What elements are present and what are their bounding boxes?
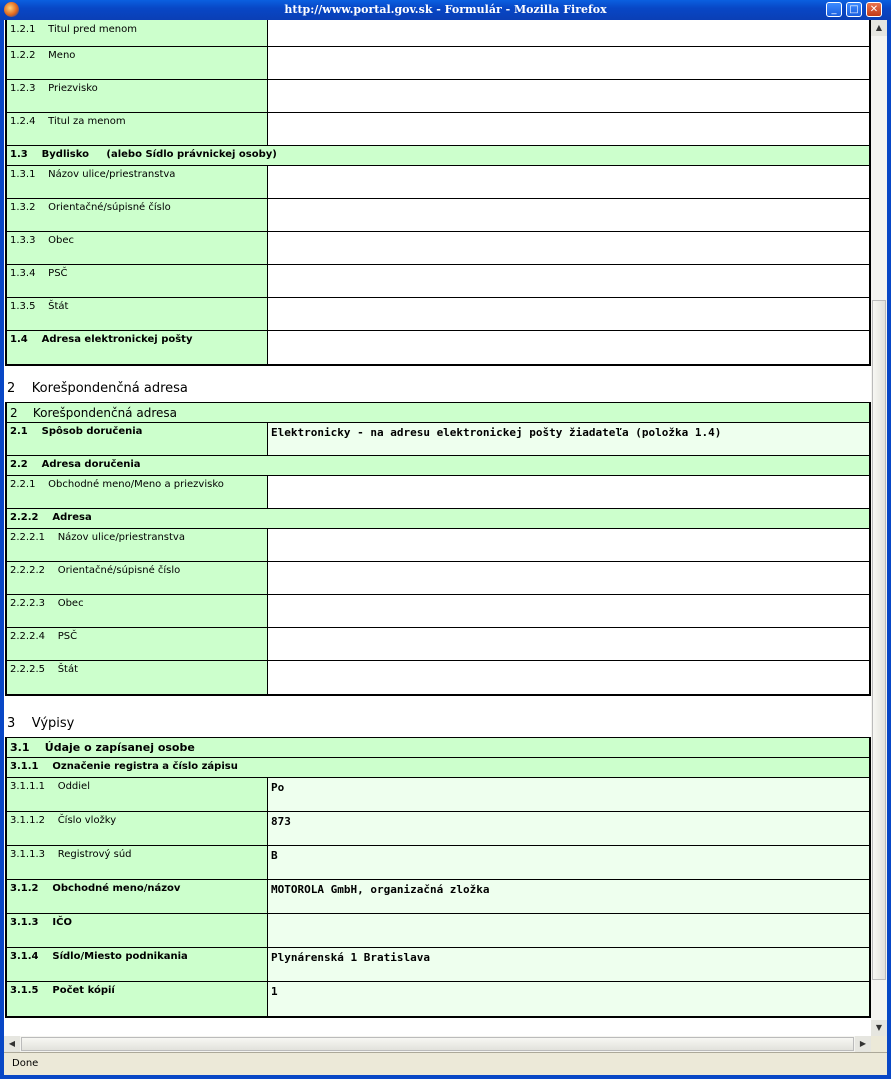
table-row <box>7 914 869 948</box>
table-row <box>7 948 869 982</box>
business-name-input[interactable] <box>268 476 869 508</box>
table-row <box>7 738 869 758</box>
form-table-part3 <box>5 737 871 1018</box>
table-row <box>7 880 869 914</box>
form-table-part2 <box>5 402 871 696</box>
field-label: 2.2.2.3 Obec <box>7 595 268 627</box>
field-label: 2.2.2.1 Názov ulice/priestranstva <box>7 529 268 561</box>
horizontal-scrollbar[interactable] <box>4 1036 871 1052</box>
close-button[interactable]: ✕ <box>866 2 882 17</box>
first-name-input[interactable] <box>268 47 869 79</box>
table-row <box>7 331 869 364</box>
table-row <box>7 47 869 80</box>
field-label: 3.1.3 IČO <box>7 914 268 947</box>
section-header: 2.2.2 Adresa <box>7 509 869 528</box>
form-table-part1 <box>5 20 871 366</box>
table-row <box>7 298 869 331</box>
field-label: 1.2.2 Meno <box>7 47 268 79</box>
minimize-button[interactable]: _ <box>826 2 842 17</box>
table-row <box>7 661 869 694</box>
table-row <box>7 113 869 146</box>
table-row <box>7 20 869 47</box>
registry-court-value[interactable]: B <box>268 846 869 879</box>
table-row <box>7 812 869 846</box>
table-row <box>7 778 869 812</box>
email-input[interactable] <box>268 331 869 364</box>
field-label: 3.1.4 Sídlo/Miesto podnikania <box>7 948 268 981</box>
table-row <box>7 982 869 1016</box>
status-text: Done <box>12 1058 39 1069</box>
field-label: 2.1 Spôsob doručenia <box>7 423 268 455</box>
field-label: 2.2.2.5 Štát <box>7 661 268 694</box>
section-header: 1.3 Bydlisko (alebo Sídlo právnickej osoby) <box>7 146 869 165</box>
table-row <box>7 595 869 628</box>
table-row <box>7 199 869 232</box>
field-label: 1.4 Adresa elektronickej pošty <box>7 331 268 364</box>
table-row <box>7 476 869 509</box>
table-row <box>7 529 869 562</box>
street-input[interactable] <box>268 166 869 198</box>
delivery-method-value[interactable]: Elektronicky - na adresu elektronickej pošty žiadateľa (položka 1.4) <box>268 423 869 455</box>
field-label: 1.2.4 Titul za menom <box>7 113 268 145</box>
section-title: 3 Výpisy <box>7 716 75 731</box>
table-row <box>7 423 869 456</box>
field-label: 3.1.2 Obchodné meno/názov <box>7 880 268 913</box>
field-label: 1.3.5 Štát <box>7 298 268 330</box>
house-number-input[interactable] <box>268 199 869 231</box>
insert-number-value[interactable]: 873 <box>268 812 869 845</box>
field-label: 1.3.4 PSČ <box>7 265 268 297</box>
vertical-scroll-thumb[interactable] <box>872 300 886 980</box>
table-row <box>7 758 869 778</box>
field-label: 1.2.1 Titul pred menom <box>7 20 268 46</box>
section-title: 2 Korešpondenčná adresa <box>7 381 188 396</box>
window-titlebar <box>0 0 891 21</box>
field-label: 1.3.2 Orientačné/súpisné číslo <box>7 199 268 231</box>
scroll-right-arrow-icon[interactable]: ▶ <box>855 1036 871 1052</box>
table-row <box>7 403 869 423</box>
copies-count-value[interactable]: 1 <box>268 982 869 1016</box>
field-label: 2.2.1 Obchodné meno/Meno a priezvisko <box>7 476 268 508</box>
section-header: 3.1.1 Označenie registra a číslo zápisu <box>7 758 869 777</box>
field-label: 3.1.5 Počet kópií <box>7 982 268 1016</box>
city-input[interactable] <box>268 232 869 264</box>
delivery-city-input[interactable] <box>268 595 869 627</box>
window-frame-bottom <box>0 1075 891 1079</box>
table-title: 2 Korešpondenčná adresa <box>7 403 869 422</box>
delivery-country-input[interactable] <box>268 661 869 694</box>
field-label: 1.2.3 Priezvisko <box>7 80 268 112</box>
ico-value[interactable] <box>268 914 869 947</box>
table-row <box>7 846 869 880</box>
seat-value[interactable]: Plynárenská 1 Bratislava <box>268 948 869 981</box>
window-title: http://www.portal.gov.sk - Formulár - Mozilla Firefox <box>284 3 607 16</box>
country-input[interactable] <box>268 298 869 330</box>
table-row <box>7 146 869 166</box>
scroll-down-arrow-icon[interactable]: ▼ <box>871 1020 887 1036</box>
company-name-value[interactable]: MOTOROLA GmbH, organizačná zložka <box>268 880 869 913</box>
table-row <box>7 232 869 265</box>
table-row <box>7 562 869 595</box>
table-row <box>7 166 869 199</box>
horizontal-scroll-thumb[interactable] <box>21 1037 854 1051</box>
page-content <box>4 20 871 1036</box>
vertical-scrollbar[interactable] <box>871 20 887 1036</box>
status-bar <box>4 1052 887 1076</box>
delivery-postal-code-input[interactable] <box>268 628 869 660</box>
title-before-name-input[interactable] <box>268 20 869 46</box>
window-frame-right <box>887 20 891 1079</box>
field-label: 3.1.1.3 Registrový súd <box>7 846 268 879</box>
table-row <box>7 628 869 661</box>
scroll-up-arrow-icon[interactable]: ▲ <box>871 20 887 36</box>
field-label: 1.3.3 Obec <box>7 232 268 264</box>
title-after-name-input[interactable] <box>268 113 869 145</box>
table-row <box>7 265 869 298</box>
maximize-button[interactable]: □ <box>846 2 862 17</box>
delivery-street-input[interactable] <box>268 529 869 561</box>
table-title: 3.1 Údaje o zapísanej osobe <box>7 738 869 757</box>
field-label: 2.2.2.2 Orientačné/súpisné číslo <box>7 562 268 594</box>
surname-input[interactable] <box>268 80 869 112</box>
table-row <box>7 456 869 476</box>
section-value[interactable]: Po <box>268 778 869 811</box>
field-label: 1.3.1 Názov ulice/priestranstva <box>7 166 268 198</box>
section-header: 2.2 Adresa doručenia <box>7 456 869 475</box>
table-row <box>7 509 869 529</box>
table-row <box>7 80 869 113</box>
delivery-house-number-input[interactable] <box>268 562 869 594</box>
field-label: 2.2.2.4 PSČ <box>7 628 268 660</box>
field-label: 3.1.1.2 Číslo vložky <box>7 812 268 845</box>
postal-code-input[interactable] <box>268 265 869 297</box>
scroll-left-arrow-icon[interactable]: ◀ <box>4 1036 20 1052</box>
field-label: 3.1.1.1 Oddiel <box>7 778 268 811</box>
